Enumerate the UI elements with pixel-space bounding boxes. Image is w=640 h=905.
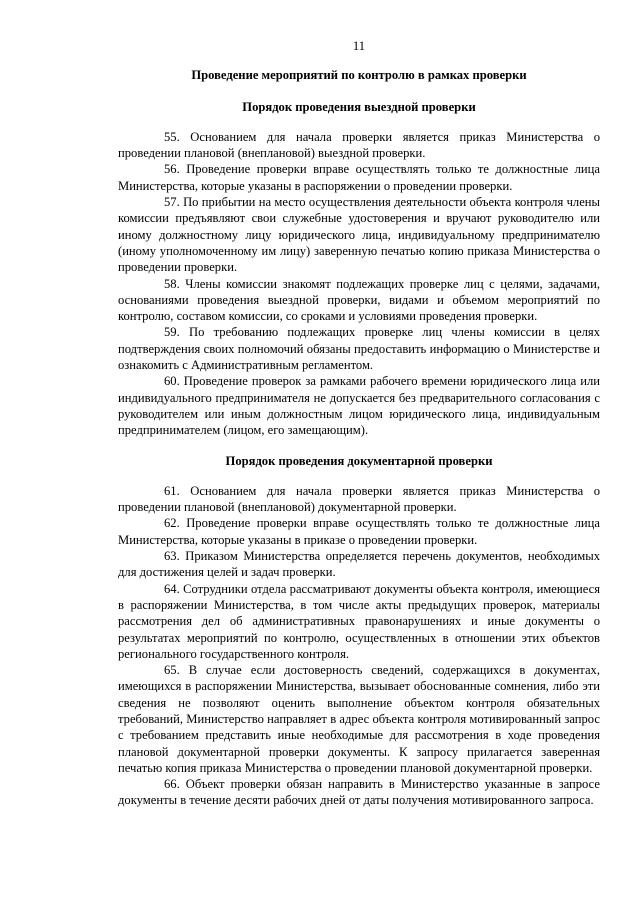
page-number: 11 — [352, 39, 366, 53]
paragraph-62: 62. Проведение проверки вправе осуществлять только те должностные лица Министерства, которые указаны в приказе о проведении проверки. — [118, 516, 600, 547]
document-title: Проведение мероприятий по контролю в рамках проверки — [191, 68, 527, 83]
paragraph-58: 58. Члены комиссии знакомят подлежащих проверке лиц с целями, задачами, основаниями проведения выездной проверки, видами и объемом мероприятий по контролю, составом комиссии, со сроками и условиями проведения проверки. — [118, 276, 600, 324]
paragraph-66: 66. Объект проверки обязан направить в Министерство указанные в запросе документы в течение десяти рабочих дней от даты получения мотивированного запроса. — [118, 777, 600, 808]
paragraph-59: 59. По требованию подлежащих проверке лиц члены комиссии в целях подтверждения своих полномочий обязаны предоставить информацию о Министерстве и ознакомить с Административным регламентом. — [118, 325, 600, 373]
paragraph-57: 57. По прибытии на место осуществления деятельности объекта контроля члены комиссии предъявляют свои служебные удостоверения и вручают руководителю или иному должностному лицу юридического лица, индивидуальному предпринимателю (иному уполномоченному им лицу) заверенную печатью копию приказа Министерства о проведении проверки. — [118, 195, 600, 275]
paragraph-55: 55. Основанием для начала проверки является приказ Министерства о проведении плановой (внеплановой) выездной проверки. — [118, 129, 600, 161]
section-heading-field-inspection: Порядок проведения выездной проверки — [242, 99, 476, 114]
paragraph-65: 65. В случае если достоверность сведений, содержащихся в документах, имеющихся в распоряжении Министерства, вызывает обоснованные сомнения, либо эти сведения не позволяют оценить выполнение объектом контроля обязательных требований, Министерство направляет в адрес объекта контроля мотивированный запрос с требованием представить иные необходимые для рассмотрения в ходе проведения плановой документарной проверки документы. К запросу прилагается заверенная печатью копия приказа Министерства о проведении плановой документарной проверки. — [118, 663, 600, 775]
paragraph-60: 60. Проведение проверок за рамками рабочего времени юридического лица или индивидуального предпринимателя не допускается без предварительного согласования с руководителем или иным должностным лицом юридического лица, индивидуальным предпринимателем (лицом, его замещающим). — [118, 374, 600, 438]
paragraph-61: 61. Основанием для начала проверки является приказ Министерства о проведении плановой (внеплановой) документарной проверки. — [118, 483, 600, 515]
section-heading-documentary-inspection: Порядок проведения документарной проверки — [225, 453, 493, 468]
paragraph-64: 64. Сотрудники отдела рассматривают документы объекта контроля, имеющиеся в распоряжении Министерства, в том числе акты предыдущих проверок, материалы рассмотрения дел об административных правонарушениях и иные документы о результатах мероприятий по контролю, осуществленных в отношении этих объектов регионального государственного контроля. — [118, 581, 600, 661]
paragraph-56: 56. Проведение проверки вправе осуществлять только те должностные лица Министерства, которые указаны в распоряжении о проведении проверки. — [118, 162, 600, 193]
paragraph-63: 63. Приказом Министерства определяется перечень документов, необходимых для достижения целей и задач проверки. — [118, 549, 600, 580]
